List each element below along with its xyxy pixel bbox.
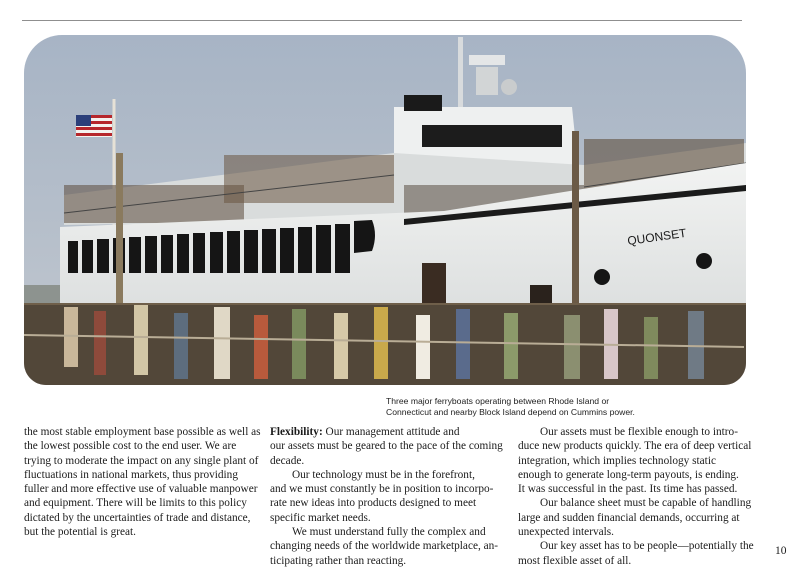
body-text-line: large and sudden financial demands, occurring at xyxy=(518,511,740,524)
body-text-line xyxy=(270,425,498,439)
body-text-fragment: Our management attitude and xyxy=(322,426,460,438)
caption-line: Connecticut and nearby Block Island depend on Cummins power. xyxy=(386,407,635,417)
body-text-line: trying to moderate the impact on any single plant of xyxy=(24,454,259,467)
body-text-line: Our key asset has to be people—potentially the xyxy=(540,540,754,553)
body-text-line: but the potential is great. xyxy=(24,526,136,539)
american-flag xyxy=(76,115,112,137)
body-text-line: our assets must be geared to the pace of the coming xyxy=(270,440,503,453)
body-text-line: and we must constantly be in position to incorpo- xyxy=(270,483,494,496)
body-text-line: integration, which implies technology static xyxy=(518,454,716,467)
body-text-line: unexpected intervals. xyxy=(518,526,614,539)
porthole xyxy=(594,269,610,285)
body-column-2 xyxy=(270,425,503,568)
body-text-line: most flexible asset of all. xyxy=(518,554,632,567)
body-text-line: the lowest possible cost to the end user. We are xyxy=(24,440,237,453)
body-column-3 xyxy=(518,425,754,568)
page-number: 10 xyxy=(775,545,787,557)
body-text-line: Our balance sheet must be capable of handling xyxy=(540,497,752,510)
body-text-line: fluctuations in national markets, thus providing xyxy=(24,468,238,481)
boat-name: QUONSET xyxy=(626,225,688,248)
body-column-1 xyxy=(24,425,261,539)
ferry-illustration xyxy=(24,35,746,385)
body-text-line: dictated by the uncertainties of trade and distance, xyxy=(24,511,251,524)
body-text-line: fuller and more effective use of valuable manpower xyxy=(24,483,258,496)
body-text-line: It was successful in the past. Its time has passed. xyxy=(518,483,738,496)
body-text-line: specific market needs. xyxy=(270,511,371,524)
porthole xyxy=(696,253,712,269)
body-text-line: duce new products quickly. The era of deep vertical xyxy=(518,440,752,453)
ferry-photo xyxy=(24,35,746,385)
body-text-line: and equipment. There will be limits to this policy xyxy=(24,497,247,510)
caption-line: Three major ferryboats operating between Rhode Island or xyxy=(386,396,610,406)
body-text-line: enough to generate long-term payouts, is ending. xyxy=(518,468,739,481)
body-text-line: decade. xyxy=(270,454,305,467)
photo-caption xyxy=(386,396,666,418)
top-rule xyxy=(22,20,742,21)
body-text-line: ticipating rather than reacting. xyxy=(270,554,407,567)
wheelhouse-windows xyxy=(422,125,562,147)
body-text-line: Our technology must be in the forefront, xyxy=(292,468,475,481)
section-heading: Flexibility: xyxy=(270,426,323,438)
body-text-line: rate new ideas into products designed to meet xyxy=(270,497,477,510)
body-text-line: the most stable employment base possible as well as xyxy=(24,426,261,438)
body-text-line: changing needs of the worldwide marketplace, an- xyxy=(270,540,499,553)
body-text-line: We must understand fully the complex and xyxy=(292,526,486,539)
body-text-line: Our assets must be flexible enough to intro- xyxy=(540,426,738,438)
